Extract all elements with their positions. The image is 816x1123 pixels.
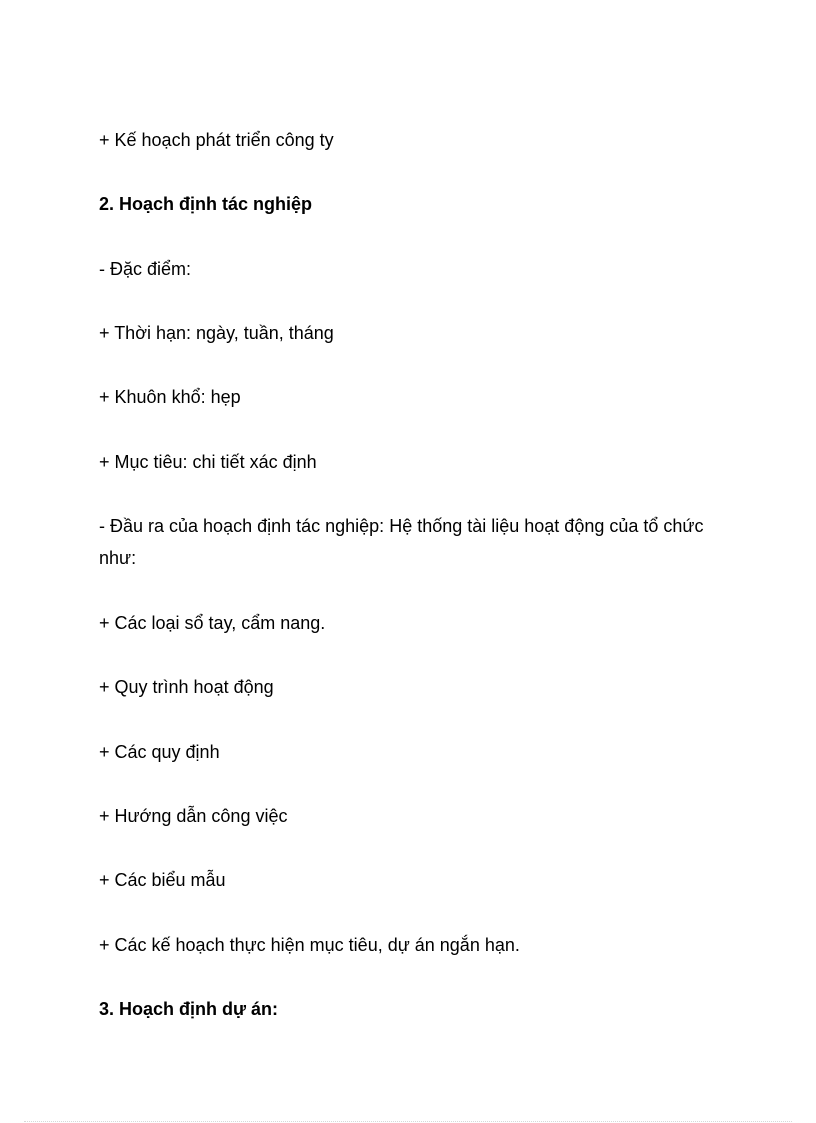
bullet-line: + Hướng dẫn công việc bbox=[99, 806, 288, 826]
dash-line: - Đặc điểm: bbox=[99, 259, 192, 279]
bullet-line: + Kế hoạch phát triển công ty bbox=[99, 130, 334, 150]
page-bottom-border bbox=[24, 1121, 792, 1122]
bullet-line: + Các kế hoạch thực hiện mục tiêu, dự án ngắn hạn. bbox=[99, 935, 520, 955]
bullet-line: + Các quy định bbox=[99, 742, 220, 762]
bullet-line: + Quy trình hoạt động bbox=[99, 677, 274, 697]
dash-paragraph: - Đầu ra của hoạch định tác nghiệp: Hệ thống tài liệu hoạt động của tổ chức như: bbox=[99, 516, 704, 568]
bullet-line: + Mục tiêu: chi tiết xác định bbox=[99, 452, 317, 472]
bullet-line: + Các loại sổ tay, cẩm nang. bbox=[99, 613, 326, 633]
bullet-line: + Các biểu mẫu bbox=[99, 870, 226, 890]
bullet-line: + Khuôn khổ: hẹp bbox=[99, 387, 241, 407]
section-heading: 2. Hoạch định tác nghiệp bbox=[99, 194, 313, 214]
section-heading: 3. Hoạch định dự án: bbox=[99, 999, 279, 1019]
bullet-line: + Thời hạn: ngày, tuần, tháng bbox=[99, 323, 334, 343]
